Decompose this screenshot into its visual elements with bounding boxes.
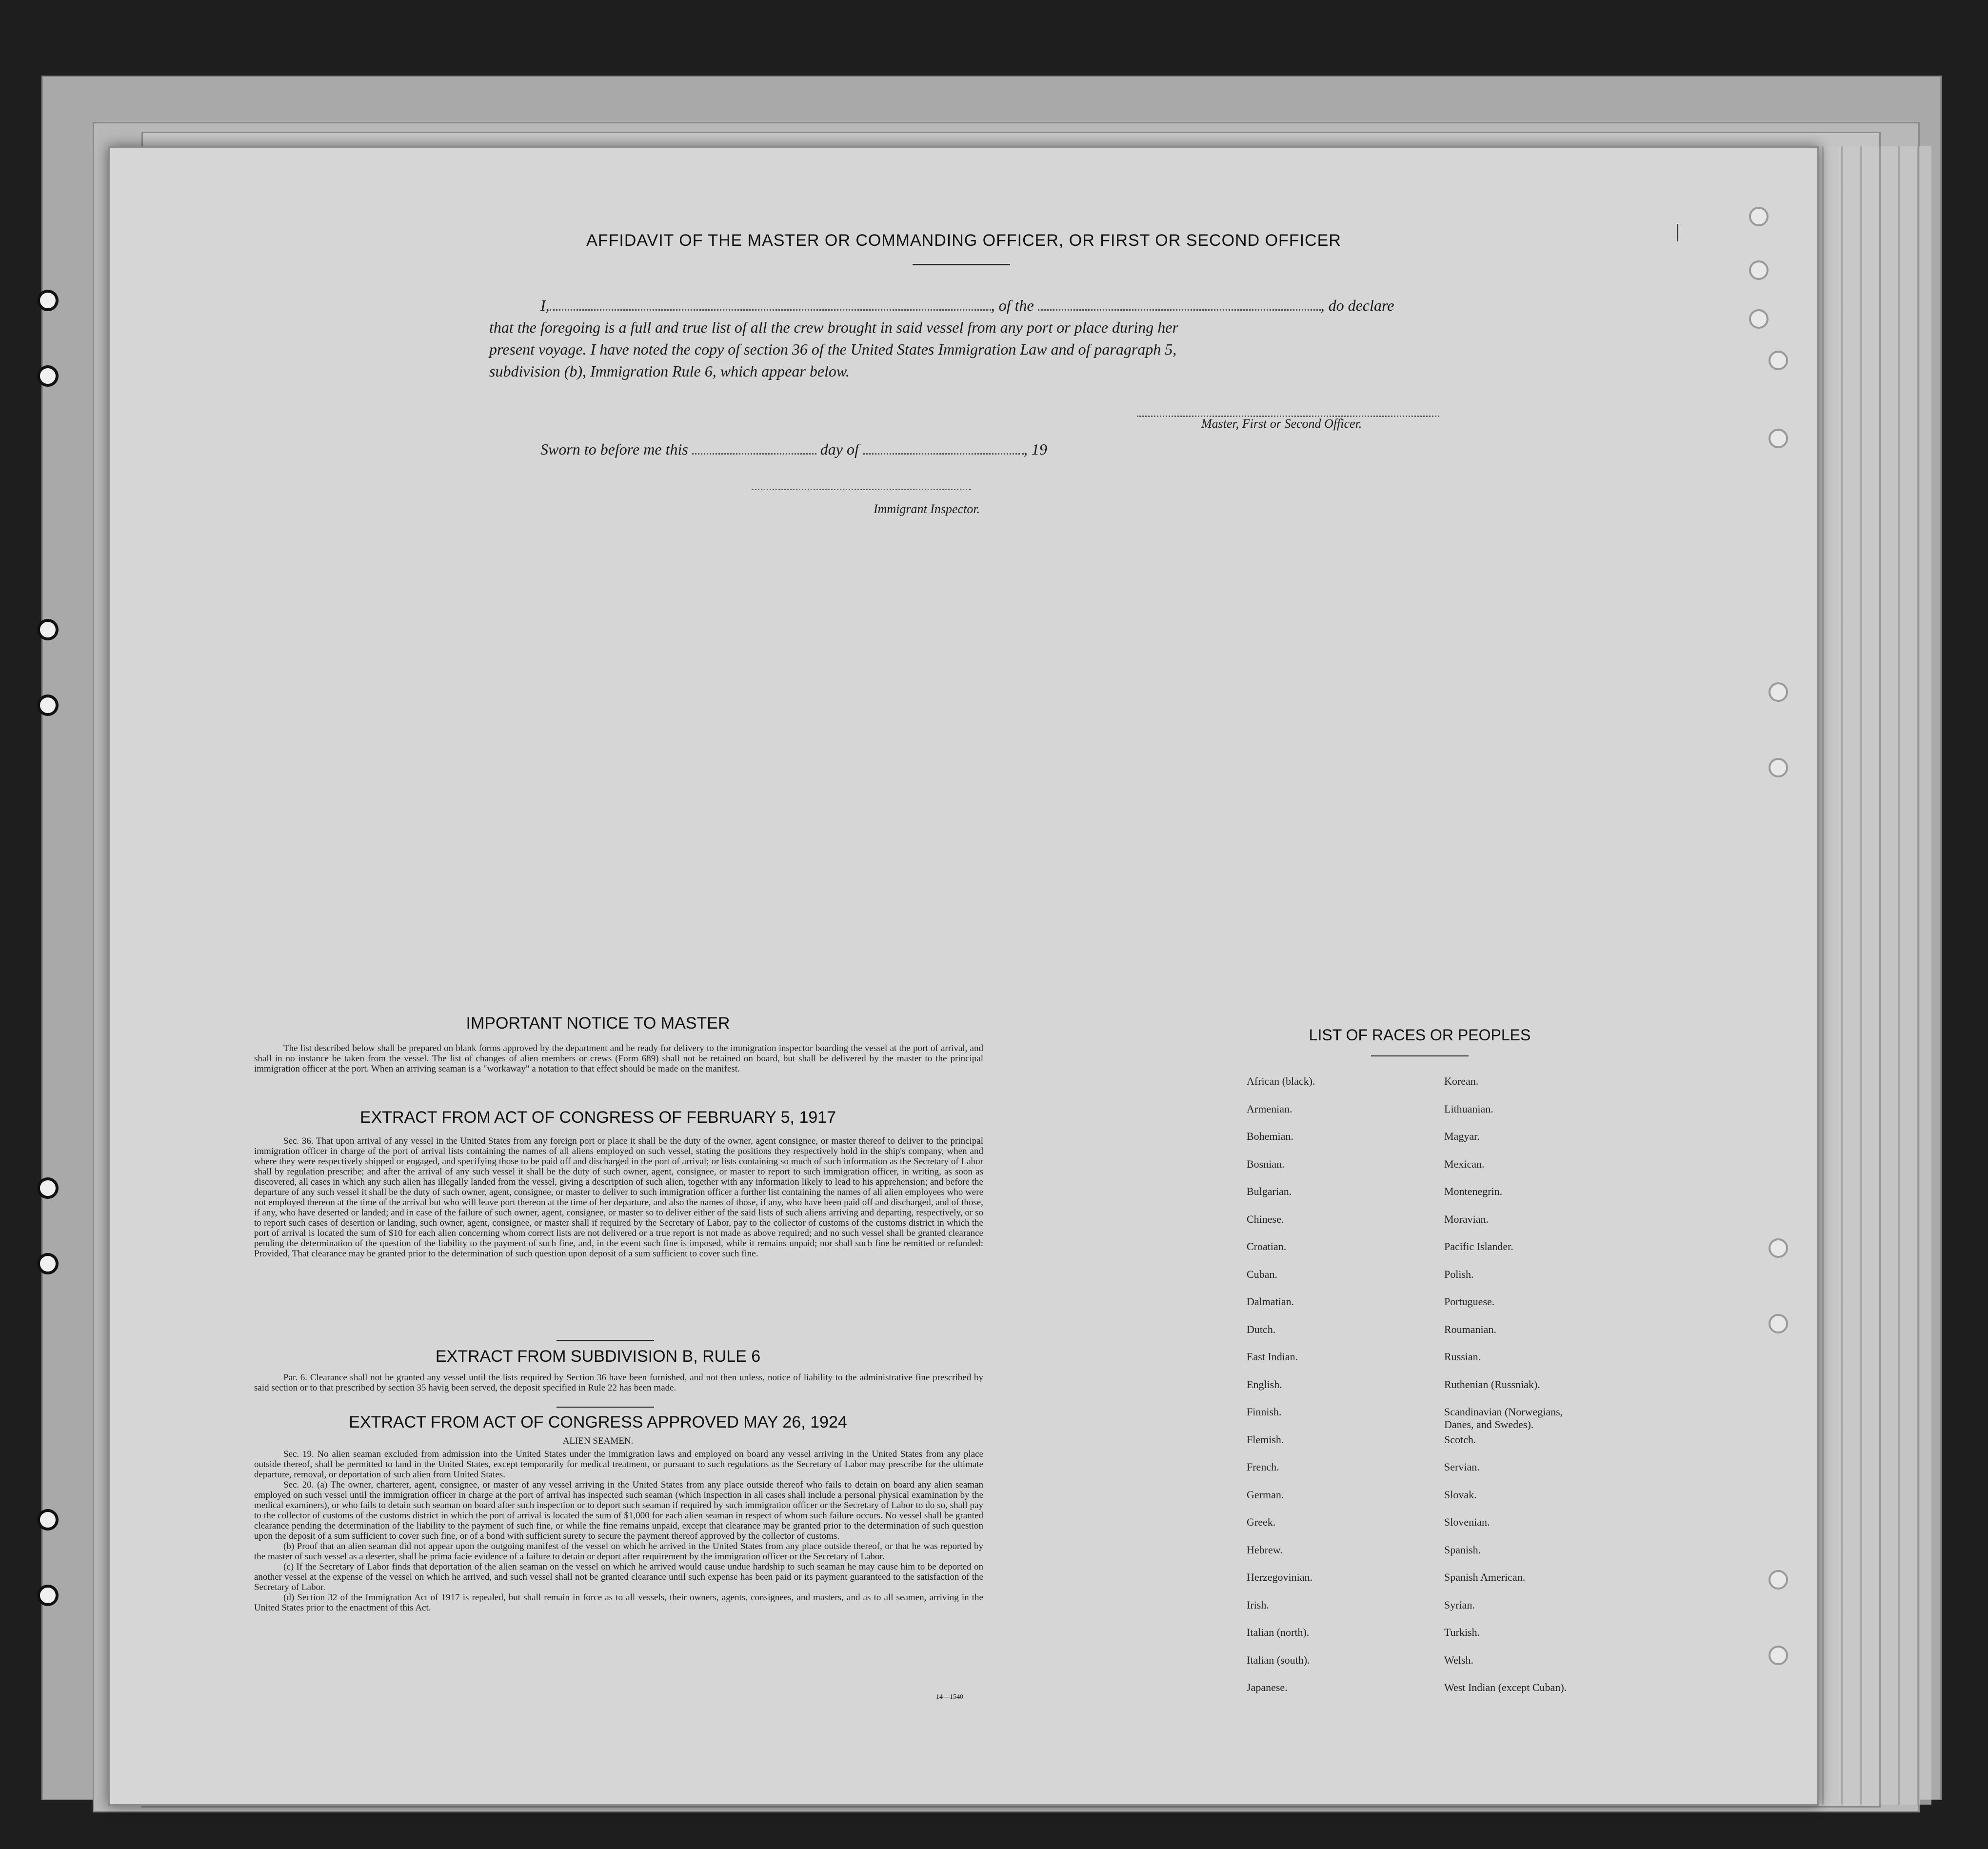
race-entry: Scotch. — [1444, 1433, 1476, 1446]
race-entry: Portuguese. — [1444, 1295, 1495, 1308]
race-entry: Armenian. — [1247, 1102, 1292, 1115]
inspector-signature-blank[interactable] — [752, 480, 971, 490]
race-entry: Spanish American. — [1444, 1571, 1526, 1583]
binder-hole — [37, 619, 59, 640]
binder-hole — [37, 365, 59, 387]
sworn-prefix: Sworn to before me this — [540, 440, 688, 458]
section-36-paragraph: Sec. 36. That upon arrival of any vessel in the United States from any foreign port or place it shall be the duty of the owner, agent consignee, or master thereof to deliver to the principal immigration officer in charge of the port of arrival lists containing the names of all aliens employed on such vessel, stating the positions they respectively hold in the ship's company, when and where they were respectively shipped or engaged, and specifying those to be paid off and discharged in the port of arrival; or lists containing so much of such information as the Secretary of Labor shall by regulation prescribe; and after the arrival of any such vessel it shall be the duty of such owner, agent, consignee, or master to report to such immigration officer, in writing, as soon as discovered, all cases in which any such alien has illegally landed from the vessel, giving a description of such alien, together with any information likely to lead to his apprehension; and before the departure of any such vessel it shall be the duty of such owner, agent, consignee, or master to deliver to such immigration officer a further list containing the names of all alien employees who were not employed thereon at the time of the arrival but who will leave port thereon at the time of her departure, and also the names of those, if any, who have been paid off and discharged, and of those, if any, who have deserted or landed; and in case of the failure of such owner, agent, consignee, or master so to deliver either of the said lists of such aliens arriving and departing, respectively, or so to report such cases of desertion or landing, such owner, agent, consignee, or master shall if required by the Secretary of Labor, pay to the collector of customs of the customs district in which the port of arrival is located the sum of $10 for each alien concerning whom correct lists are not delivered or a true report is not made as above required; and no such vessel shall be granted clearance pending the determination of the question of the liability to the payment of such fine, and, in the event such fine is imposed, while it remains unpaid; nor shall such fine be remitted or refunded: Provided, That clearance may be granted prior to the determination of such question upon deposit of a sum sufficient to cover such fine. — [254, 1136, 983, 1259]
binder-hole — [1749, 207, 1769, 226]
affidavit-title: AFFIDAVIT OF THE MASTER OR COMMANDING OFFICER, OR FIRST OR SECOND OFFICER — [586, 231, 1341, 250]
race-entry: African (black). — [1247, 1075, 1315, 1087]
sworn-day-of: day of — [820, 440, 859, 458]
race-entry: Russian. — [1444, 1351, 1481, 1363]
section-20c-paragraph: (c) If the Secretary of Labor finds that deportation of the alien seaman on the vessel on which he arrived would cause undue hardship to such seaman he may cause him to be deported on another vessel at the expense of the vessel on which he arrived, and such vessel shall not be granted clearance until such expense has been paid or its payment guaranteed to the satisfaction of the Secretary of Labor. — [254, 1562, 983, 1592]
section-20a-paragraph: Sec. 20. (a) The owner, charterer, agent, consignee, or master of any vessel arriving in the United States from any place outside thereof who fails to detain on board any alien seaman employed on such vessel until the immigration officer in charge at the port of arrival has inspected such seaman (which inspection in all cases shall include a personal physical examination by the medical examiners), or who fails to detain such seaman on board after such inspection or to deport such seaman if required by such immigration officer or the Secretary of Labor to do so, shall pay to the collector of customs of the customs district in which the port of arrival is located the sum of $1,000 for each alien seaman in respect of whom such failure occurs. No vessel shall be granted clearance pending the determination of the liability to the payment of such fine, or while the fine remains unpaid, except that clearance may be granted prior to the determination of such question upon the deposit of a sum sufficient to cover such fine, or of a bond with sufficient surety to secure the payment thereof approved by the collector of customs. — [254, 1480, 983, 1541]
affidavit-of-the: , of the — [991, 297, 1034, 314]
vessel-blank[interactable] — [1038, 300, 1321, 311]
document-page — [108, 146, 1819, 1806]
notice-text — [254, 1043, 983, 1074]
race-entry: Magyar. — [1444, 1130, 1480, 1142]
races-column-2 — [1444, 1075, 1649, 1709]
binder-hole — [37, 290, 59, 311]
affidavit-line-1 — [540, 295, 1662, 317]
extract-1917-title: EXTRACT FROM ACT OF CONGRESS OF FEBRUARY 5, 1917 — [359, 1108, 836, 1127]
race-entry: Dalmatian. — [1247, 1295, 1294, 1308]
binder-hole — [1769, 1314, 1788, 1333]
race-entry: Greek. — [1247, 1516, 1276, 1528]
sworn-year: , 19 — [1023, 440, 1047, 458]
binder-hole — [37, 1509, 59, 1531]
race-entry: English. — [1247, 1378, 1282, 1391]
race-entry: Hebrew. — [1247, 1543, 1283, 1556]
binder-hole — [37, 695, 59, 716]
race-entry: Slovenian. — [1444, 1516, 1490, 1528]
sworn-line — [540, 438, 1223, 460]
notice-title: IMPORTANT NOTICE TO MASTER — [466, 1014, 730, 1033]
ruled-page-edges — [1805, 146, 1931, 1805]
race-entry: Bulgarian. — [1247, 1185, 1292, 1197]
race-entry: Montenegrin. — [1444, 1185, 1503, 1197]
extract-rule6-text — [254, 1372, 983, 1393]
binder-hole — [1769, 1646, 1788, 1665]
extract-1924-title: EXTRACT FROM ACT OF CONGRESS APPROVED MAY 26, 1924 — [349, 1413, 847, 1431]
race-entry: Welsh. — [1444, 1653, 1473, 1666]
race-entry: Bohemian. — [1247, 1130, 1293, 1142]
race-entry: Flemish. — [1247, 1433, 1284, 1446]
section-20b-paragraph: (b) Proof that an alien seaman did not appear upon the outgoing manifest of the vessel on which he arrived in the United States from any place outside thereof, or that he was reported by the master of such vessel as a deserter, shall be prima facie evidence of a failure to detain or deport after requirement by the immigration officer or the Secretary of Labor. — [254, 1541, 983, 1562]
alien-seamen-subtitle: ALIEN SEAMEN. — [562, 1436, 634, 1446]
affidavit-line-2: that the foregoing is a full and true list of all the crew brought in said vessel from any port or place during her — [489, 318, 1178, 336]
section-20d-paragraph: (d) Section 32 of the Immigration Act of 1917 is repealed, but shall remain in force as to all vessels, their owners, agents, consignees, and masters, and as to all seamen, arriving in the United States prior to the enactment of this Act. — [254, 1592, 983, 1613]
race-entry: Spanish. — [1444, 1543, 1481, 1556]
race-entry: Italian (north). — [1247, 1626, 1310, 1638]
race-entry: Irish. — [1247, 1598, 1269, 1611]
binder-hole — [1769, 1238, 1788, 1258]
race-entry: Moravian. — [1444, 1213, 1489, 1225]
inspector-label: Immigrant Inspector. — [874, 502, 980, 516]
race-entry: Chinese. — [1247, 1213, 1284, 1225]
race-entry: Ruthenian (Russniak). — [1444, 1378, 1540, 1391]
race-entry: Servian. — [1444, 1461, 1480, 1473]
affidavit-line-4: subdivision (b), Immigration Rule 6, which appear below. — [489, 362, 850, 380]
name-blank[interactable] — [550, 300, 991, 311]
race-entry: Scandinavian (Norwegians, Danes, and Swedes). — [1444, 1406, 1563, 1431]
extract-rule6-title: EXTRACT FROM SUBDIVISION B, RULE 6 — [435, 1347, 761, 1366]
section-rule — [557, 1340, 654, 1341]
binder-hole — [37, 1585, 59, 1606]
race-entry: French. — [1247, 1461, 1279, 1473]
notice-paragraph: The list described below shall be prepared on blank forms approved by the department and be ready for delivery to the immigration inspector boarding the vessel at the port of arrival, and shall in no instance be taken from the vessel. The list of changes of alien members or crews (Form 689) shall not be retained on board, but shall be delivered by the master to the principal immigration officer at the port. When an arriving seaman is a "workaway" a notation to that effect should be made on the manifest. — [254, 1043, 983, 1074]
month-blank[interactable] — [863, 444, 1024, 455]
affidavit-i: I, — [540, 297, 550, 314]
affidavit-do-declare: , do declare — [1320, 297, 1394, 314]
form-number: 14—1540 — [936, 1693, 963, 1701]
race-entry: Slovak. — [1444, 1488, 1477, 1501]
race-entry: Turkish. — [1444, 1626, 1480, 1638]
binder-hole — [37, 1177, 59, 1199]
section-19-paragraph: Sec. 19. No alien seaman excluded from admission into the United States under the immigration laws and employed on board any vessel arriving in the United States from any place outside thereof, shall be permitted to land in the United States, except temporarily for medical treatment, or pursuant to such regulations as the Secretary of Labor may prescribe for the ultimate departure, removal, or deportation of such alien from United States. — [254, 1449, 983, 1480]
races-title-rule — [1371, 1055, 1469, 1056]
race-entry: Pacific Islander. — [1444, 1240, 1513, 1253]
binder-hole — [37, 1253, 59, 1274]
master-signature-blank[interactable] — [1137, 407, 1439, 417]
race-entry: Italian (south). — [1247, 1653, 1310, 1666]
race-entry: Korean. — [1444, 1075, 1479, 1087]
race-entry: West Indian (except Cuban). — [1444, 1681, 1567, 1693]
affidavit-line-3: present voyage. I have noted the copy of section 36 of the United States Immigration Law and of paragraph 5, — [489, 340, 1177, 358]
race-entry: Dutch. — [1247, 1323, 1276, 1335]
race-entry: Japanese. — [1247, 1681, 1288, 1693]
races-column-1 — [1247, 1075, 1432, 1709]
binder-hole — [1769, 682, 1788, 702]
extract-1924-text — [254, 1449, 983, 1613]
race-entry: Croatian. — [1247, 1240, 1287, 1253]
race-entry: Lithuanian. — [1444, 1102, 1493, 1115]
master-label: Master, First or Second Officer. — [1201, 417, 1362, 431]
race-entry: Polish. — [1444, 1268, 1474, 1280]
race-entry: Syrian. — [1444, 1598, 1475, 1611]
race-entry: Bosnian. — [1247, 1157, 1285, 1170]
binder-hole — [1769, 1570, 1788, 1590]
binder-hole — [1769, 429, 1788, 448]
race-entry: Cuban. — [1247, 1268, 1277, 1280]
extract-1917-text — [254, 1136, 983, 1259]
race-entry: East Indian. — [1247, 1351, 1298, 1363]
race-entry: Mexican. — [1444, 1157, 1485, 1170]
race-entry: German. — [1247, 1488, 1284, 1501]
races-title: LIST OF RACES OR PEOPLES — [1309, 1026, 1531, 1044]
race-entry: Roumanian. — [1444, 1323, 1496, 1335]
paragraph-6: Par. 6. Clearance shall not be granted any vessel until the lists required by Section 36 have been furnished, and not then unless, notice of liability to the administrative fine prescribed by said section or to that prescribed by section 35 havig been served, the deposit specified in Rule 22 has been made. — [254, 1372, 983, 1393]
binder-hole — [1769, 758, 1788, 777]
binder-hole — [1769, 351, 1788, 370]
binder-hole — [1749, 260, 1769, 280]
day-blank[interactable] — [692, 444, 816, 455]
title-rule — [913, 264, 1010, 265]
section-rule — [557, 1407, 654, 1408]
race-entry: Finnish. — [1247, 1406, 1282, 1418]
binder-hole — [1749, 309, 1769, 329]
race-entry: Herzegovinian. — [1247, 1571, 1312, 1583]
